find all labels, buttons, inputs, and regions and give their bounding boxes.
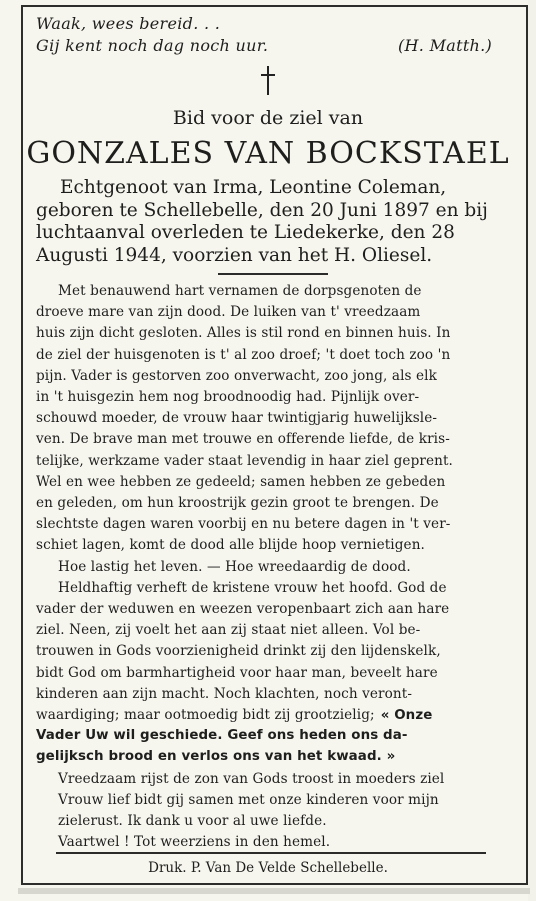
body-line: [36, 707, 432, 723]
divider-bottom: [56, 852, 486, 854]
intro-line: Echtgenoot van Irma, Leontine Coleman,: [60, 177, 447, 198]
intro-line: Augusti 1944, voorzien van het H. Oliesel.: [36, 245, 433, 266]
body-line: en geleden, om hun kroostrijk gezin groot te brengen. De: [36, 495, 439, 511]
body-line: telijke, werkzame vader staat levendig in haar ziel geprent.: [36, 452, 453, 469]
body-line: Vader Uw wil geschiede. Geef ons heden ons da-: [36, 728, 408, 744]
body-line: slechtste dagen waren voorbij en nu betere dagen in 't ver-: [36, 516, 451, 533]
motto-source: (H. Matth.): [398, 36, 493, 55]
body-line: huis zijn dicht gesloten. Alles is stil rond en binnen huis. In: [36, 325, 451, 342]
body-line: zielerust. Ik dank u voor al uwe liefde.: [58, 813, 327, 829]
body-line: schiet lagen, komt de dood alle blijde hoop vernietigen.: [36, 537, 425, 554]
body-line: vader der weduwen en weezen veropenbaart zich aan hare: [36, 601, 450, 617]
deceased-name: GONZALES VAN BOCKSTAEL: [26, 136, 510, 171]
body-line: Hoe lastig het leven. — Hoe wreedaardig de dood.: [58, 558, 411, 575]
body-line: de ziel der huisgenoten is t' al zoo droef; 't doet toch zoo 'n: [36, 346, 451, 363]
body-line-text: waardiging; maar ootmoedig bidt zij grootzielig;: [36, 707, 375, 723]
body-line: droeve mare van zijn dood. De luiken van t' vreedzaam: [36, 304, 421, 321]
prayer-start: « Onze: [380, 708, 433, 723]
body-line: Wel en wee hebben ze gedeeld; samen hebben ze gebeden: [36, 473, 446, 490]
body-line: ziel. Neen, zij voelt het aan zij staat niet alleen. Vol be-: [36, 622, 421, 639]
prayer-heading: Bid voor de ziel van: [172, 107, 364, 129]
card-shadow: [18, 888, 530, 894]
body-line: Heldhaftig verheft de kristene vrouw het hoofd. God de: [58, 579, 447, 596]
intro-line: luchtaanval overleden te Liedekerke, den 28: [36, 222, 455, 243]
motto-line-2: Gij kent noch dag noch uur.: [36, 36, 269, 55]
cross-icon: [258, 66, 278, 96]
intro-line: geboren te Schellebelle, den 20 Juni 1897 en bij: [36, 200, 488, 221]
body-line: schouwd moeder, de vrouw haar twintigjarig huwelijksle-: [36, 410, 438, 427]
body-line: Vreedzaam rijst de zon van Gods troost in moeders ziel: [58, 770, 445, 787]
body-line: in 't huisgezin hem nog broodnoodig had. Pijnlijk over-: [36, 389, 420, 405]
body-line: kinderen aan zijn macht. Noch klachten, noch veront-: [36, 685, 413, 702]
body-line: Met benauwend hart vernamen de dorpsgenoten de: [58, 283, 422, 299]
body-line: trouwen in Gods voorzienigheid drinkt zij den lijdenskelk,: [36, 643, 441, 660]
body-line: pijn. Vader is gestorven zoo onverwacht, zoo jong, als elk: [36, 367, 437, 384]
printer-credit: Druk. P. Van De Velde Schellebelle.: [148, 860, 388, 876]
divider-top: [218, 273, 328, 275]
body-line: Vaartwel ! Tot weerziens in den hemel.: [58, 834, 331, 851]
motto-line-1: Waak, wees bereid. . .: [36, 14, 221, 33]
body-line: bidt God om barmhartigheid voor haar man, beveelt hare: [36, 664, 438, 681]
body-line: gelijksch brood en verlos ons van het kwaad. »: [36, 749, 396, 765]
body-line: ven. De brave man met trouwe en offerende liefde, de kris-: [36, 431, 450, 448]
body-line: Vrouw lief bidt gij samen met onze kinderen voor mijn: [58, 791, 439, 808]
